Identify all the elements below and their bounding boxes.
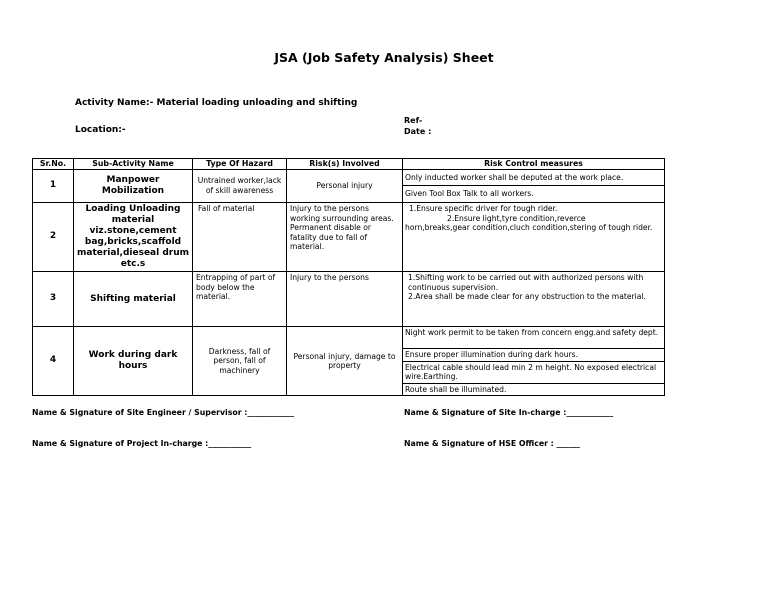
header-sub-activity: Sub-Activity Name: [74, 159, 193, 170]
location-label: Location:-: [75, 125, 126, 135]
row-sub-activity: Shifting material: [74, 272, 193, 327]
table-row: [33, 327, 665, 349]
signature-site-engineer: Name & Signature of Site Engineer / Supervisor :____________: [32, 408, 295, 417]
row-risk: Personal injury: [287, 170, 403, 203]
row-control-measure: Given Tool Box Talk to all workers.: [403, 186, 665, 203]
row-hazard: Entrapping of part of body below the material.: [193, 272, 287, 327]
header-control: Risk Control measures: [403, 159, 665, 170]
row-risk: Injury to the persons working surrounding areas. Permanent disable or fatality due to fall of material.: [287, 203, 403, 272]
signature-site-incharge: Name & Signature of Site In-charge :____________: [404, 408, 614, 417]
row-hazard: Untrained worker,lack of skill awareness: [193, 170, 287, 203]
ref-label: Ref-: [404, 116, 423, 125]
row-sr-no: 1: [33, 170, 74, 203]
row-control-measure: Ensure proper illumination during dark hours.: [403, 349, 665, 362]
row-sr-no: 3: [33, 272, 74, 327]
control-line: horn,breaks,gear condition,cluch condition,stering of tough rider.: [405, 223, 653, 233]
row-hazard: Darkness, fall of person, fall of machinery: [193, 327, 287, 396]
table-row: [33, 272, 665, 327]
row-risk: Injury to the persons: [287, 272, 403, 327]
header-risk: Risk(s) Involved: [287, 159, 403, 170]
control-line: 2.Area shall be made clear for any obstruction to the material.: [408, 292, 646, 302]
row-risk: Personal injury, damage to property: [287, 327, 403, 396]
row-sub-activity: Manpower Mobilization: [74, 170, 193, 203]
header-hazard: Type Of Hazard: [193, 159, 287, 170]
row-hazard-text: Fall of material: [198, 204, 255, 213]
row-hazard: [193, 203, 287, 272]
table-header-row: [33, 159, 665, 170]
control-line: 1.Shifting work to be carried out with authorized persons with continuous supervision.: [408, 273, 644, 292]
header-sr-no: Sr.No.: [33, 159, 74, 170]
activity-name: Activity Name:- Material loading unloading and shifting: [75, 98, 358, 108]
page-title: JSA (Job Safety Analysis) Sheet: [274, 50, 494, 65]
row-sr-no: 2: [33, 203, 74, 272]
row-control-measure: Only inducted worker shall be deputed at the work place.: [403, 170, 665, 186]
row-control-measure: Night work permit to be taken from concern engg.and safety dept.: [403, 327, 665, 349]
row-control-measure: Electrical cable should lead min 2 m height. No exposed electrical wire.Earthing.: [403, 361, 665, 383]
row-sub-activity: Work during dark hours: [74, 327, 193, 396]
row-control-measure: Route shall be illuminated.: [403, 383, 665, 396]
ref-date-block: [404, 115, 431, 137]
control-line: 2.Ensure light,tyre condition,reverce: [447, 213, 586, 223]
table-row: [33, 170, 665, 186]
table-row: [33, 203, 665, 272]
row-sub-activity: Loading Unloading material viz.stone,cement bag,bricks,scaffold material,dieseal drum etc.s: [74, 203, 193, 272]
row-control-measure: [403, 272, 665, 327]
signature-project-incharge: Name & Signature of Project In-charge :___________: [32, 439, 252, 448]
row-sr-no: 4: [33, 327, 74, 396]
signature-hse-officer: Name & Signature of HSE Officer : ______: [404, 439, 580, 448]
control-line: 1.Ensure specific driver for tough rider.: [409, 204, 558, 213]
row-control-measure: [403, 203, 665, 272]
jsa-table: [32, 158, 665, 396]
date-label: Date :: [404, 127, 432, 136]
